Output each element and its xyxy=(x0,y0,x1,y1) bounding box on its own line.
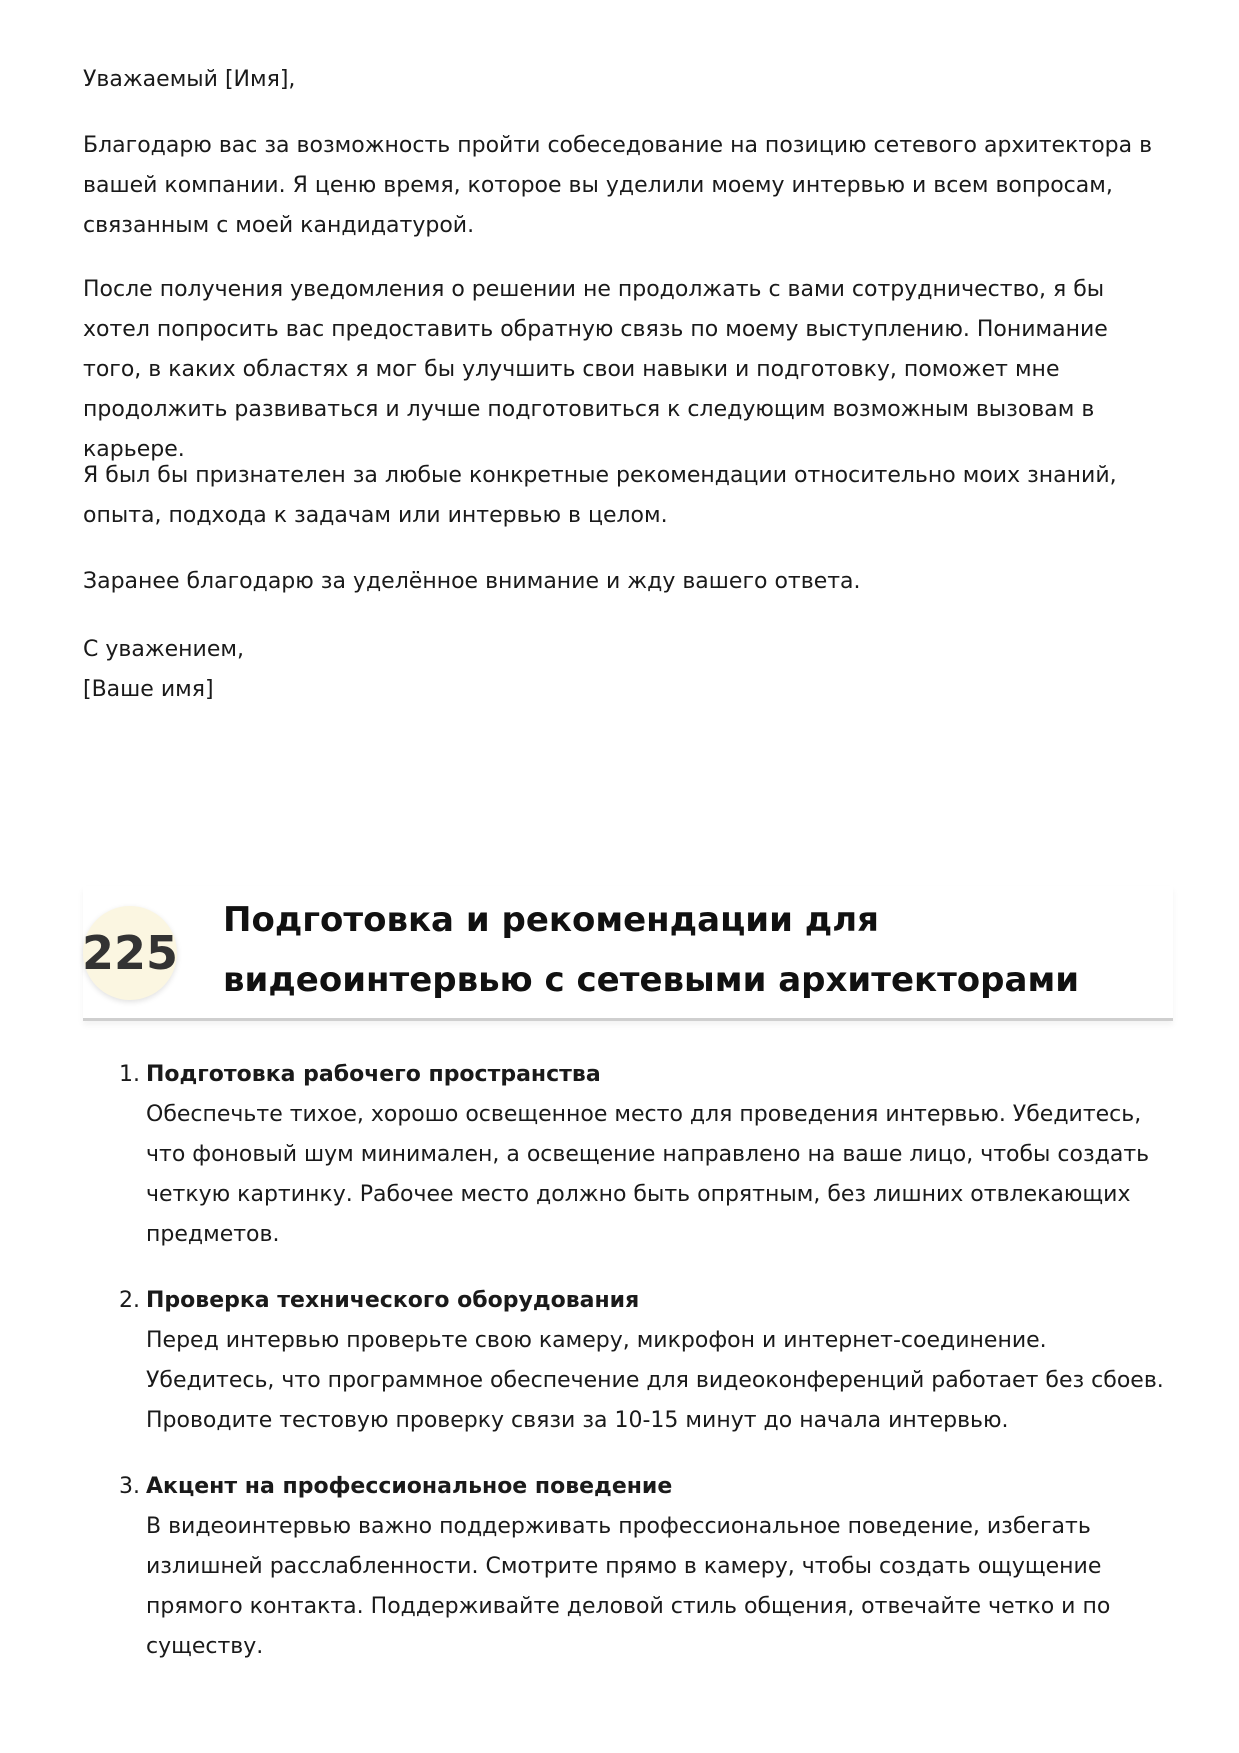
signature-text: [Ваше имя] xyxy=(83,677,214,702)
letter-paragraph: Заранее благодарю за уделённое внимание и жду вашего ответа. xyxy=(83,569,861,594)
letter-closing xyxy=(83,630,1173,710)
list-item xyxy=(83,1467,1173,1667)
letter-paragraph: После получения уведомления о решении не продолжать с вами сотрудничество, я бы хотел попросить вас предоставить обратную связь по моему выступлению. Понимание того, в каких областях я мог бы улучшить свои навыки и подготовку, поможет мне продолжить развиваться и лучше подготовиться к следующим возможным вызовам в карьере. xyxy=(83,277,1108,462)
section-title: Подготовка и рекомендации для видеоинтервью с сетевыми архитекторами xyxy=(223,900,1080,1000)
list-item-text: Обеспечьте тихое, хорошо освещенное место для проведения интервью. Убедитесь, что фоновый шум минимален, а освещение направлено на ваше лицо, чтобы создать четкую картинку. Рабочее место должно быть опрятным, без лишних отвлекающих предметов. xyxy=(146,1102,1150,1247)
section-header xyxy=(83,886,1173,1021)
list-item-title: Акцент на профессиональное поведение xyxy=(146,1474,673,1499)
list-item-number: 2. xyxy=(119,1288,140,1313)
list-item xyxy=(83,1055,1173,1255)
list-item-title: Подготовка рабочего пространства xyxy=(146,1062,601,1087)
recommendations-list xyxy=(83,1055,1173,1693)
list-item-text: Перед интервью проверьте свою камеру, микрофон и интернет-соединение. Убедитесь, что программное обеспечение для видеоконференций работает без сбоев. Проводите тестовую проверку связи за 10-15 минут до начала интервью. xyxy=(146,1328,1164,1433)
list-item-title: Проверка технического оборудования xyxy=(146,1288,640,1313)
closing-text: С уважением, xyxy=(83,637,244,662)
list-item-text: В видеоинтервью важно поддерживать профессиональное поведение, избегать излишней расслабленности. Смотрите прямо в камеру, чтобы создать ощущение прямого контакта. Поддерживайте деловой стиль общения, отвечайте четко и по существу. xyxy=(146,1514,1111,1659)
letter-paragraph: Я был бы признателен за любые конкретные рекомендации относительно моих знаний, опыта, подхода к задачам или интервью в целом. xyxy=(83,463,1117,528)
list-item xyxy=(83,1281,1173,1441)
list-item-number: 3. xyxy=(119,1474,140,1499)
list-item-number: 1. xyxy=(119,1062,140,1087)
letter-paragraph: Благодарю вас за возможность пройти собеседование на позицию сетевого архитектора в вашей компании. Я ценю время, которое вы уделили моему интервью и всем вопросам, связанным с моей кандидатурой. xyxy=(83,133,1153,238)
section-number-badge: 225 xyxy=(83,906,177,1000)
letter-salutation: Уважаемый [Имя], xyxy=(83,67,296,92)
